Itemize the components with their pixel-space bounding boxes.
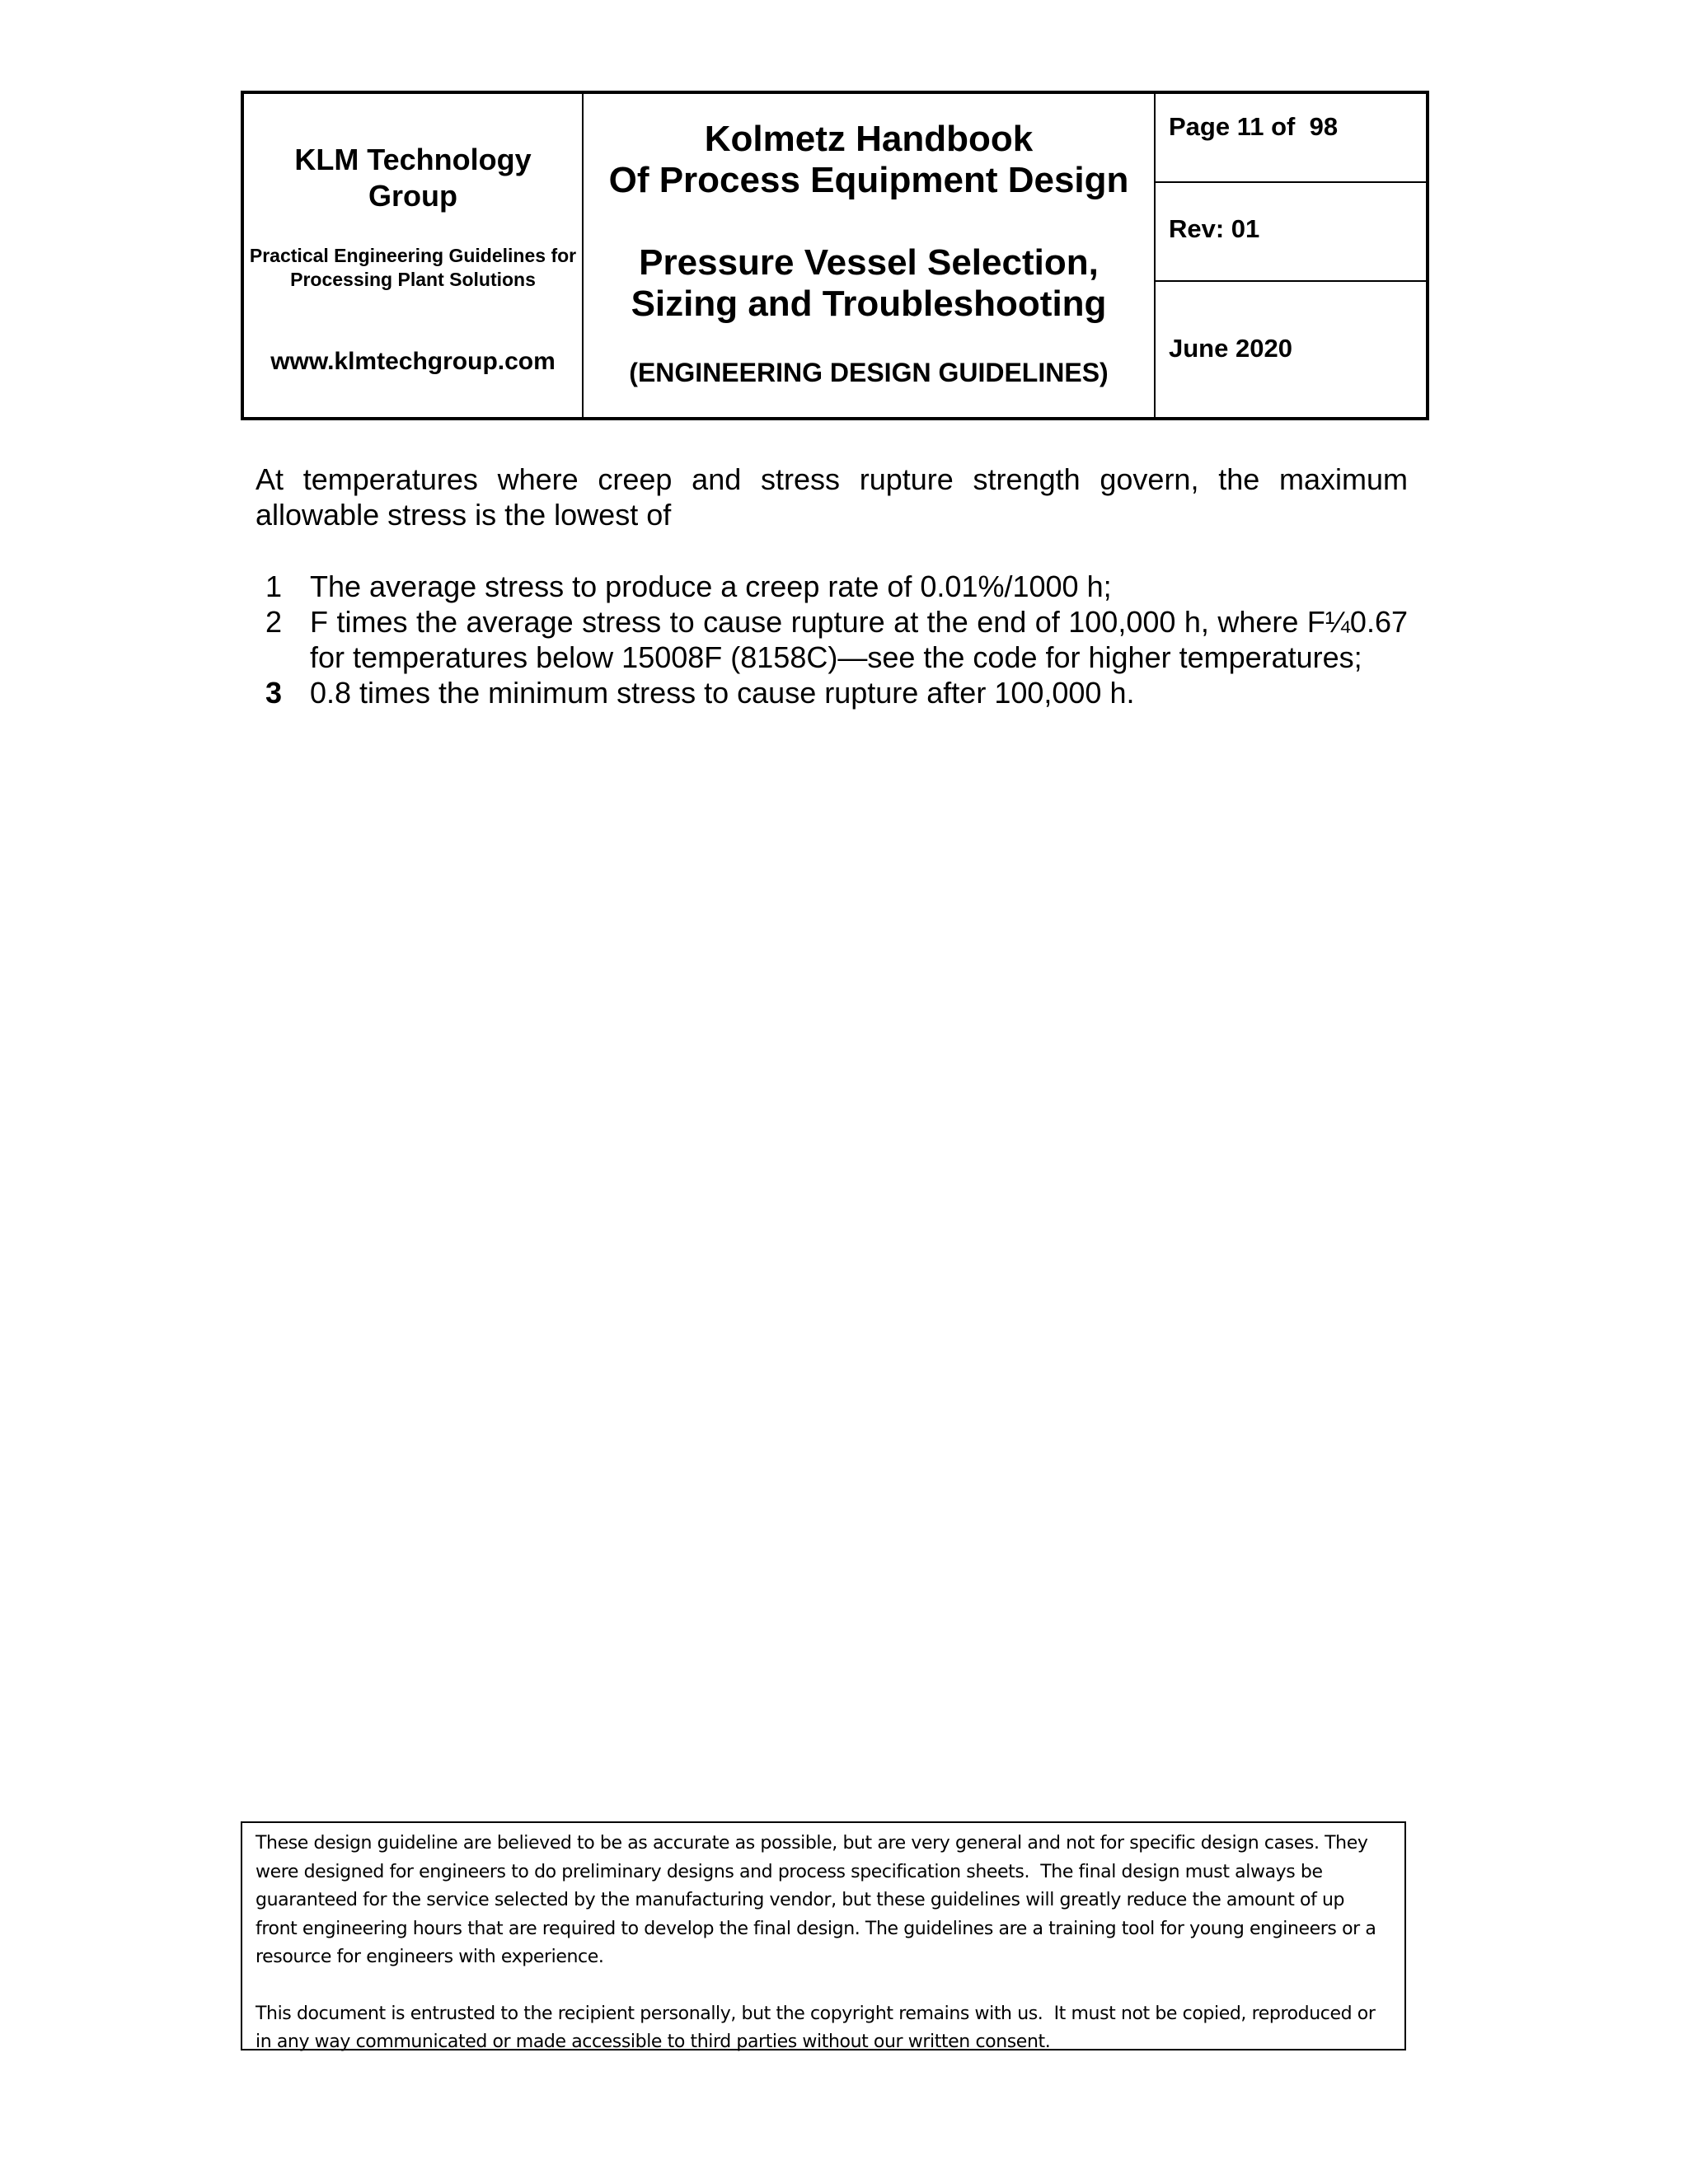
company-tagline [244, 244, 582, 292]
list-item [256, 675, 1408, 710]
page-number: Page 11 of 98 [1169, 112, 1339, 141]
company-cell [244, 94, 584, 417]
publication-date: June 2020 [1169, 334, 1292, 363]
disclaimer-box [241, 1821, 1406, 2050]
document-category: (ENGINEERING DESIGN GUIDELINES) [629, 358, 1109, 387]
company-name [244, 142, 582, 214]
document-title [584, 242, 1154, 325]
company-tagline-text: Practical Engineering Guidelines for Processing Plant Solutions [249, 245, 577, 290]
page-number-cell [1156, 94, 1426, 183]
disclaimer-paragraph: These design guideline are believed to be as accurate as possible, but are very general and not for specific design cases. They were designed for engineers to do preliminary designs and process specification sheets. The final design must always be guaranteed for the service selected by the manufacturing vendor, but these guidelines will greatly reduce the amount of up front engineering hours that are required to develop the final design. The guidelines are a training tool for young engineers or a resource for engineers with experience. [256, 1833, 1382, 1967]
list-item-text: 0.8 times the minimum stress to cause rupture after 100,000 h. [310, 676, 1135, 710]
copyright-paragraph: This document is entrusted to the recipient personally, but the copyright remains with us. It must not be copied, reproduced or in any way communicated or made accessible to third parties without our written consent. [256, 2003, 1381, 2052]
title-cell [584, 94, 1156, 417]
company-name-text: KLM Technology Group [294, 143, 532, 213]
meta-cell [1156, 94, 1426, 417]
handbook-title-line1: Kolmetz Handbook [704, 119, 1034, 159]
list-item [256, 569, 1408, 604]
handbook-title [584, 119, 1154, 201]
intro-paragraph: At temperatures where creep and stress rupture strength govern, the maximum allowable stress is the lowest of [256, 462, 1408, 532]
list-item [256, 604, 1408, 675]
list-item-text: The average stress to produce a creep rate of 0.01%/1000 h; [310, 569, 1112, 603]
date-cell [1156, 282, 1426, 417]
handbook-title-line2: Of Process Equipment Design [608, 160, 1129, 200]
document-header [241, 91, 1429, 420]
document-title-line2: Sizing and Troubleshooting [631, 284, 1107, 324]
list-item-number: 1 [265, 569, 283, 603]
list-item-number: 3 [265, 676, 283, 710]
revision-cell [1156, 183, 1426, 282]
company-website: www.klmtechgroup.com [270, 348, 556, 375]
list-item-text: F times the average stress to cause rupture at the end of 100,000 h, where F¼0.67 for temperatures below 15008F (8158C)—see the code for higher temperatures; [310, 605, 1408, 674]
revision: Rev: 01 [1169, 214, 1260, 243]
list-item-number: 2 [265, 605, 283, 639]
document-title-line1: Pressure Vessel Selection, [639, 242, 1099, 283]
criteria-list [256, 569, 1408, 710]
